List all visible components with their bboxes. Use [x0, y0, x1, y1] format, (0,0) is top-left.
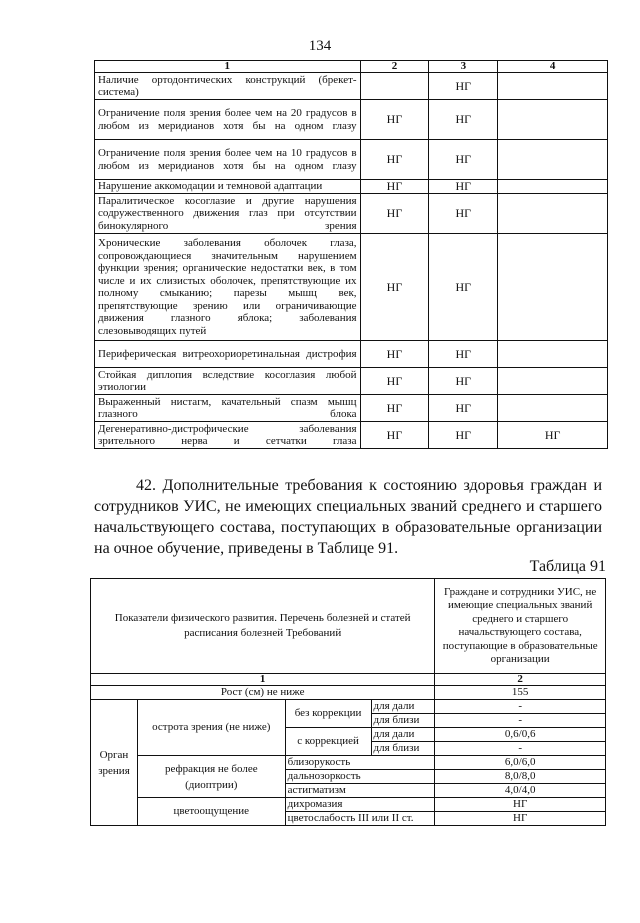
refraction-value: 6,0/6,0 — [435, 756, 606, 770]
requirements-table-continued — [94, 60, 608, 449]
color-value: НГ — [435, 812, 606, 826]
table-row — [95, 180, 608, 194]
column-number-row — [91, 674, 606, 686]
acuity-value: - — [435, 742, 606, 756]
cell-value: НГ — [429, 395, 498, 422]
cell-value: НГ — [360, 180, 429, 194]
paragraph-42: 42. Дополнительные требования к состоянию здоровья граждан и сотрудников УИС, не имеющих специальных званий среднего и старшего начальствующего состава, поступающих в образовательные организации на очное обучение, приведены в Таблице 91. — [94, 477, 602, 557]
cell-value: НГ — [429, 180, 498, 194]
cell-value: НГ — [498, 422, 608, 449]
table-row — [95, 140, 608, 180]
cell-value — [498, 100, 608, 140]
header-indicators: Показатели физического развития. Перечень болезней и статей расписания болезней Требований — [91, 579, 435, 674]
column-header: 1 — [95, 61, 361, 73]
refraction-type: астигматизм — [285, 784, 435, 798]
height-label: Рост (см) не ниже — [91, 686, 435, 700]
cell-value — [498, 194, 608, 234]
header-applicants: Граждане и сотрудники УИС, не имеющие специальных званий среднего и старшего начальствующего состава, поступающие в образовательные организации — [435, 579, 606, 674]
cell-value — [498, 395, 608, 422]
cell-value — [498, 180, 608, 194]
row-description: Периферическая витреохориоретинальная дистрофия — [95, 341, 361, 368]
table-row — [95, 395, 608, 422]
cell-value: НГ — [429, 140, 498, 180]
table-row — [91, 700, 606, 714]
near-label: для близи — [371, 714, 435, 728]
refraction-value: 8,0/8,0 — [435, 770, 606, 784]
row-description: Наличие ортодонтических конструкций (брекет-система) — [95, 73, 361, 100]
row-description: Дегенеративно-дистрофические заболевания зрительного нерва и сетчатки глаза — [95, 422, 361, 449]
cell-value: НГ — [360, 368, 429, 395]
column-number: 1 — [91, 674, 435, 686]
table-caption: Таблица 91 — [529, 558, 606, 575]
table-row — [95, 368, 608, 395]
acuity-label: острота зрения (не ниже) — [137, 700, 285, 756]
row-description: Выраженный нистагм, качательный спазм мышц глазного блока — [95, 395, 361, 422]
column-header: 3 — [429, 61, 498, 73]
far-label: для дали — [371, 728, 435, 742]
cell-value: НГ — [360, 100, 429, 140]
cell-value: НГ — [429, 341, 498, 368]
cell-value — [498, 140, 608, 180]
refraction-type: дальнозоркость — [285, 770, 435, 784]
cell-value: НГ — [429, 234, 498, 341]
row-description: Ограничение поля зрения более чем на 20 градусов в любом из меридианов хотя бы на одном глазу — [95, 100, 361, 140]
cell-value — [498, 234, 608, 341]
cell-value — [360, 73, 429, 100]
cell-value: НГ — [429, 422, 498, 449]
acuity-value: 0,6/0,6 — [435, 728, 606, 742]
row-description: Паралитическое косоглазие и другие нарушения содружественного движения глаз при отсутствии бинокулярного зрения — [95, 194, 361, 234]
row-description: Хронические заболевания оболочек глаза, сопровождающиеся значительным нарушением функции зрения; органические недостатки век, в том числе и их слизистых оболочек, препятствующие их полному смыканию; парезы мышц век, препятствующие зрению или ограничивающие движения глазного яблока; заболевания слезовыводящих путей — [95, 234, 361, 341]
cell-value: НГ — [360, 140, 429, 180]
cell-value: НГ — [360, 194, 429, 234]
color-perception-label: цветоощущение — [137, 798, 285, 826]
cell-value: НГ — [360, 341, 429, 368]
organ-label: Орган зрения — [91, 700, 138, 826]
table-row — [95, 100, 608, 140]
column-header: 4 — [498, 61, 608, 73]
page-number: 134 — [308, 38, 332, 54]
table-91 — [90, 578, 606, 826]
acuity-value: - — [435, 714, 606, 728]
cell-value: НГ — [360, 395, 429, 422]
cell-value: НГ — [360, 422, 429, 449]
cell-value — [498, 341, 608, 368]
far-label: для дали — [371, 700, 435, 714]
table-row — [95, 234, 608, 341]
row-description: Ограничение поля зрения более чем на 10 градусов в любом из меридианов хотя бы на одном глазу — [95, 140, 361, 180]
acuity-value: - — [435, 700, 606, 714]
cell-value: НГ — [360, 234, 429, 341]
near-label: для близи — [371, 742, 435, 756]
table-row — [95, 422, 608, 449]
cell-value — [498, 73, 608, 100]
with-correction-label: с коррекцией — [285, 728, 371, 756]
column-header: 2 — [360, 61, 429, 73]
column-number: 2 — [435, 674, 606, 686]
table-row — [95, 194, 608, 234]
color-value: НГ — [435, 798, 606, 812]
height-value: 155 — [435, 686, 606, 700]
without-correction-label: без коррекции — [285, 700, 371, 728]
color-deficiency-type: цветослабость III или II ст. — [285, 812, 435, 826]
cell-value — [498, 368, 608, 395]
row-description: Стойкая диплопия вследствие косоглазия любой этиологии — [95, 368, 361, 395]
table-header-row — [91, 579, 606, 674]
table-row — [95, 341, 608, 368]
refraction-label: рефракция не более (диоптрии) — [137, 756, 285, 798]
table-row — [91, 798, 606, 812]
cell-value: НГ — [429, 368, 498, 395]
refraction-type: близорукость — [285, 756, 435, 770]
cell-value: НГ — [429, 73, 498, 100]
table-row — [91, 686, 606, 700]
table-header-row — [95, 61, 608, 73]
row-description: Нарушение аккомодации и темновой адаптации — [95, 180, 361, 194]
cell-value: НГ — [429, 100, 498, 140]
table-row — [95, 73, 608, 100]
cell-value: НГ — [429, 194, 498, 234]
table-row — [91, 756, 606, 770]
color-deficiency-type: дихромазия — [285, 798, 435, 812]
refraction-value: 4,0/4,0 — [435, 784, 606, 798]
